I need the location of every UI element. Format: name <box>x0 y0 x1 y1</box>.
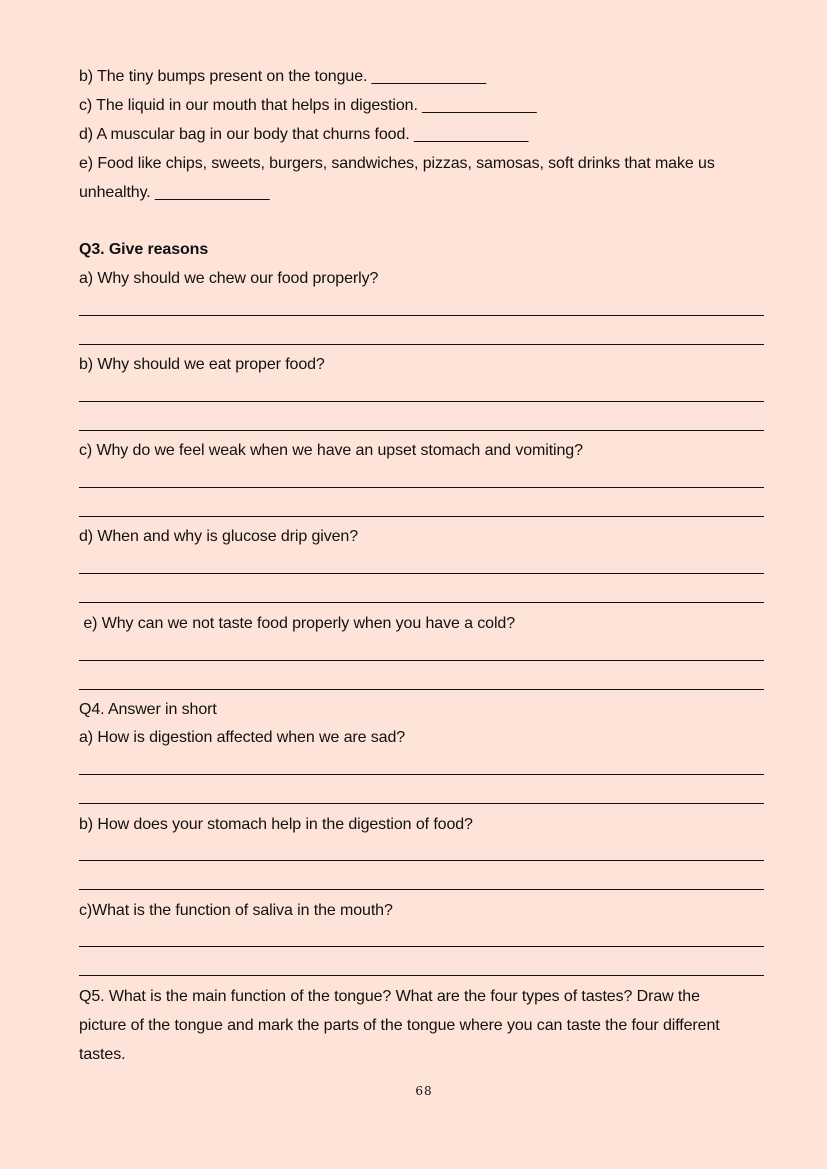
answer-line[interactable] <box>79 430 764 431</box>
q2-item-c: c) The liquid in our mouth that helps in digestion. _____________ <box>79 97 537 114</box>
q4-question-c: c)What is the function of saliva in the mouth? <box>79 902 393 919</box>
answer-line[interactable] <box>79 344 764 345</box>
answer-line[interactable] <box>79 889 764 890</box>
answer-line[interactable] <box>79 573 764 574</box>
answer-line[interactable] <box>79 660 764 661</box>
q3-question-c: c) Why do we feel weak when we have an upset stomach and vomiting? <box>79 442 583 459</box>
q5-line-3: tastes. <box>79 1046 126 1063</box>
q3-question-e: e) Why can we not taste food properly when you have a cold? <box>79 615 516 632</box>
q3-question-b: b) Why should we eat proper food? <box>79 356 325 373</box>
q5-line-1: Q5. What is the main function of the tongue? What are the four types of tastes? Draw the <box>79 988 700 1005</box>
answer-line[interactable] <box>79 774 764 775</box>
q2-item-e: e) Food like chips, sweets, burgers, sandwiches, pizzas, samosas, soft drinks that make us <box>79 155 715 172</box>
q3-question-a: a) Why should we chew our food properly? <box>79 270 379 287</box>
q2-item-d: d) A muscular bag in our body that churns food. _____________ <box>79 126 529 143</box>
q2-item-e-cont: unhealthy. _____________ <box>79 184 270 201</box>
answer-line[interactable] <box>79 516 764 517</box>
answer-line[interactable] <box>79 689 764 690</box>
answer-line[interactable] <box>79 803 764 804</box>
answer-line[interactable] <box>79 602 764 603</box>
answer-line[interactable] <box>79 946 764 947</box>
q3-title: Q3. Give reasons <box>79 241 209 258</box>
q2-item-b: b) The tiny bumps present on the tongue. _____________ <box>79 68 487 85</box>
answer-line[interactable] <box>79 401 764 402</box>
page-number: 68 <box>415 1084 433 1098</box>
q5-line-2: picture of the tongue and mark the parts of the tongue where you can taste the four different <box>79 1017 720 1034</box>
q4-question-b: b) How does your stomach help in the digestion of food? <box>79 816 473 833</box>
q4-question-a: a) How is digestion affected when we are sad? <box>79 729 406 746</box>
answer-line[interactable] <box>79 487 764 488</box>
answer-line[interactable] <box>79 860 764 861</box>
q3-question-d: d) When and why is glucose drip given? <box>79 528 359 545</box>
answer-line[interactable] <box>79 315 764 316</box>
answer-line[interactable] <box>79 975 764 976</box>
q4-title: Q4. Answer in short <box>79 701 217 718</box>
